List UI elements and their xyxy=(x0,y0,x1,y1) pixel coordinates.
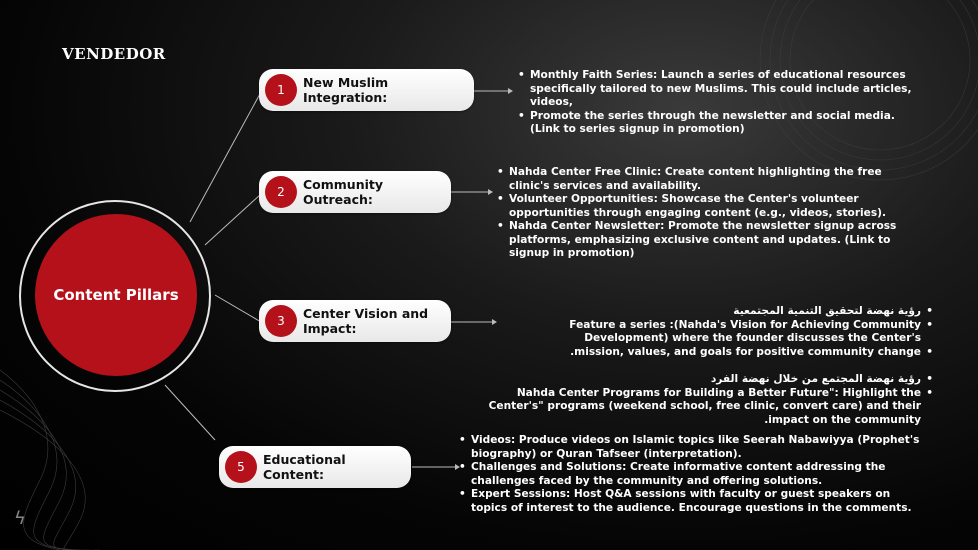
connector-5 xyxy=(165,385,215,440)
content-pillars-circle xyxy=(35,214,197,376)
detail-item: • Expert Sessions: Host Q&A sessions with faculty or guest speakers on topics of interest to the audience. Encourage questions in the comments. xyxy=(459,488,929,515)
pillar-5-details xyxy=(459,434,929,515)
pillar-label: Center Vision and Impact: xyxy=(303,306,429,336)
pillar-number: 1 xyxy=(265,74,297,106)
content-pillars-label: Content Pillars xyxy=(53,286,179,304)
connector-1 xyxy=(190,92,261,222)
pillar-3[interactable] xyxy=(259,300,451,342)
pillar-label: New Muslim Integration: xyxy=(303,75,389,105)
detail-item: • رؤية نهضة لتحقيق التنمية المجتمعية xyxy=(485,305,933,319)
pillar-label: Community Outreach: xyxy=(303,177,384,207)
pillar-number: 2 xyxy=(265,176,297,208)
pillar-label: Educational Content: xyxy=(263,452,346,482)
pillar-3-details-a xyxy=(485,305,933,359)
connector-3 xyxy=(215,295,261,322)
detail-item: • رؤية نهضة المجتمع من خلال نهضة الفرد xyxy=(485,373,933,387)
detail-item: • Volunteer Opportunities: Showcase the Center's volunteer opportunities through engaging content (e.g., videos, stories). xyxy=(497,193,917,220)
corner-logo-icon: ϟ xyxy=(14,508,26,529)
detail-item: • mission, values, and goals for positive community change. xyxy=(485,346,933,360)
pillar-5[interactable] xyxy=(219,446,411,488)
connector-2 xyxy=(205,194,261,245)
detail-item: • Nahda Center Newsletter: Promote the newsletter signup across platforms, emphasizing exclusive content and updates. (Link to signup in promotion) xyxy=(497,220,917,261)
brand-logo: VENDEDOR xyxy=(62,45,166,63)
detail-item: • Promote the series through the newsletter and social media. (Link to series signup in promotion) xyxy=(518,110,928,137)
pillar-number: 3 xyxy=(265,305,297,337)
pillar-2[interactable] xyxy=(259,171,451,213)
pillar-1[interactable] xyxy=(259,69,474,111)
detail-item: • Feature a series :(Nahda's Vision for Achieving Community Development) where the founder discusses the Center's xyxy=(485,319,933,346)
detail-item: • Nahda Center Free Clinic: Create content highlighting the free clinic's services and availability. xyxy=(497,166,917,193)
detail-item: • Monthly Faith Series: Launch a series of educational resources specifically tailored to new Muslims. This could include articles, videos, xyxy=(518,69,928,110)
pillar-1-details xyxy=(518,69,928,137)
detail-item: • Videos: Produce videos on Islamic topics like Seerah Nabawiyya (Prophet's biography) or Quran Tafseer (interpretation). xyxy=(459,434,929,461)
pillar-number: 5 xyxy=(225,451,257,483)
pillar-2-details xyxy=(497,166,917,261)
pillar-3-details-b xyxy=(485,373,933,427)
detail-item: • Nahda Center Programs for Building a Better Future": Highlight the Center's" programs (weekend school, free clinic, convert care) and their impact on the community. xyxy=(485,387,933,428)
detail-item: • Challenges and Solutions: Create informative content addressing the challenges faced by the community and offering solutions. xyxy=(459,461,929,488)
